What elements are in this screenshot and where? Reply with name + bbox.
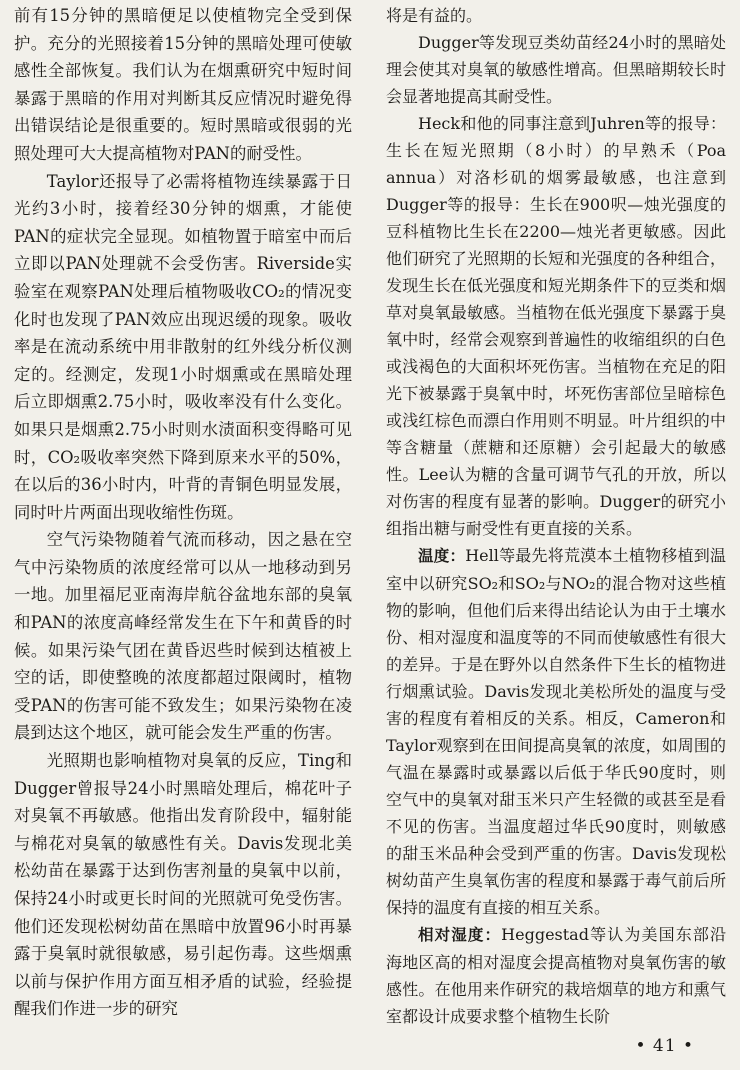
paragraph-text: Hell等最先将荒漠本土植物移植到温室中以研究SO₂和SO₂与NO₂的混合物对这些植物的影响，但他们后来得出结论认为由于土壤水份、相对湿度和温度等的不同而使敏感性有很大的差异。于是在野外以自然条件下生长的植物进行烟熏试验。Davis发现北美松所处的温度与受害的程度有着相反的关系。相反，Cameron和Taylor观察到在田间提高臭氧的浓度，如周围的气温在暴露时或暴露以后低于华氏90度时，则空气中的臭氧对甜玉米只产生轻微的或甚至是看不见的伤害。当温度超过华氏90度时，则敏感的甜玉米品种会受到严重的伤害。Davis发现松树幼苗产生臭氧伤害的程度和暴露于毒气前后所保持的温度有直接的相互关系。 [386, 546, 726, 917]
section-heading: 相对湿度： [418, 926, 502, 944]
section-heading: 温度： [418, 547, 466, 565]
paragraph-text: Heggestad等认为美国东部沿海地区高的相对湿度会提高植物对臭氧伤害的敏感性。在他用来作研究的栽培烟草的地方和熏气室都设计成要求整个植物生长阶 [386, 925, 726, 1026]
paragraph: Dugger等发现豆类幼苗经24小时的黑暗处理会使其对臭氧的敏感性增高。但黑暗期较长时会显著地提高其耐受性。 [386, 33, 726, 106]
paragraph: 前有15分钟的黑暗便足以使植物完全受到保护。充分的光照接着15分钟的黑暗处理可使敏感性全部恢复。我们认为在烟熏研究中短时间暴露于黑暗的作用对判断其反应情况时避免得出错误结论是很重要的。短时黑暗或很弱的光照处理可大大提高植物对PAN的耐受性。 [14, 6, 352, 163]
paragraph: Taylor还报导了必需将植物连续暴露于日光约3小时，接着经30分钟的烟熏，才能使PAN的症状完全显现。如植物置于暗室中而后立即以PAN处理就不会受伤害。Riverside实验室在观察PAN处理后植物吸收CO₂的情况变化时也发现了PAN效应出现迟缓的现象。吸收率是在流动系统中用非散射的红外线分析仪测定的。经测定，发现1小时烟熏或在黑暗处理后立即烟熏2.75小时，吸收率没有什么变化。如果只是烟熏2.75小时则水渍面积变得略可见时，CO₂吸收率突然下降到原来水平的50%，在以后的36小时内，叶背的青铜色明显发展，同时叶片两面出现收缩性伤斑。 [14, 171, 352, 522]
page-number: • 41 • [635, 1036, 694, 1056]
paragraph-humidity [386, 921, 726, 1030]
paragraph: 空气污染物随着气流而移动，因之悬在空气中污染物质的浓度经常可以从一地移动到另一地。加里福尼亚南海岸航谷盆地东部的臭氧和PAN的浓度高峰经常发生在下午和黄昏的时候。如果污染气团在黄昏迟些时候到达植被上空的话，即使整晚的浓度都超过限阈时，植物受PAN的伤害可能不致发生；如果污染物在凌晨到达这个地区，就可能会发生严重的伤害。 [14, 530, 352, 743]
paragraph: 将是有益的。 [386, 6, 483, 25]
paragraph: Heck和他的同事注意到Juhren等的报导：生长在短光照期（8小时）的早熟禾（Poa annua）对洛杉矶的烟雾最敏感，也注意到Dugger等的报导：生长在900呎—烛光强度的豆科植物比生长在2200—烛光者更敏感。因此他们研究了光照期的长短和光强度的各种组合，发现生长在低光强度和短光期条件下的豆类和烟草对臭氧最敏感。当植物在低光强度下暴露于臭氧中时，经常会观察到普遍性的收缩组织的白色或浅褐色的大面积坏死伤害。当植物在充足的阳光下被暴露于臭氧中时，坏死伤害部位呈暗棕色或浅红棕色而漂白作用则不明显。叶片组织的中等含糖量（蔗糖和还原糖）会引起最大的敏感性。Lee认为糖的含量可调节气孔的开放，所以对伤害的程度有显著的影响。Dugger的研究小组指出糖与耐受性有更直接的关系。 [386, 114, 726, 538]
paragraph: 光照期也影响植物对臭氧的反应，Ting和Dugger曾报导24小时黑暗处理后，棉花叶子对臭氧不再敏感。他指出发育阶段中，辐射能与棉花对臭氧的敏感性有关。Davis发现北美松幼苗在暴露于达到伤害剂量的臭氧中以前，保持24小时或更长时间的光照就可免受伤害。他们还发现松树幼苗在黑暗中放置96小时再暴露于臭氧时就很敏感，易引起伤毒。这些烟熏以前与保护作用方面互相矛盾的试验，经验提醒我们作进一步的研究 [14, 751, 352, 1019]
right-column [386, 2, 726, 1030]
paragraph-temperature [386, 542, 726, 921]
left-column [14, 2, 352, 1023]
